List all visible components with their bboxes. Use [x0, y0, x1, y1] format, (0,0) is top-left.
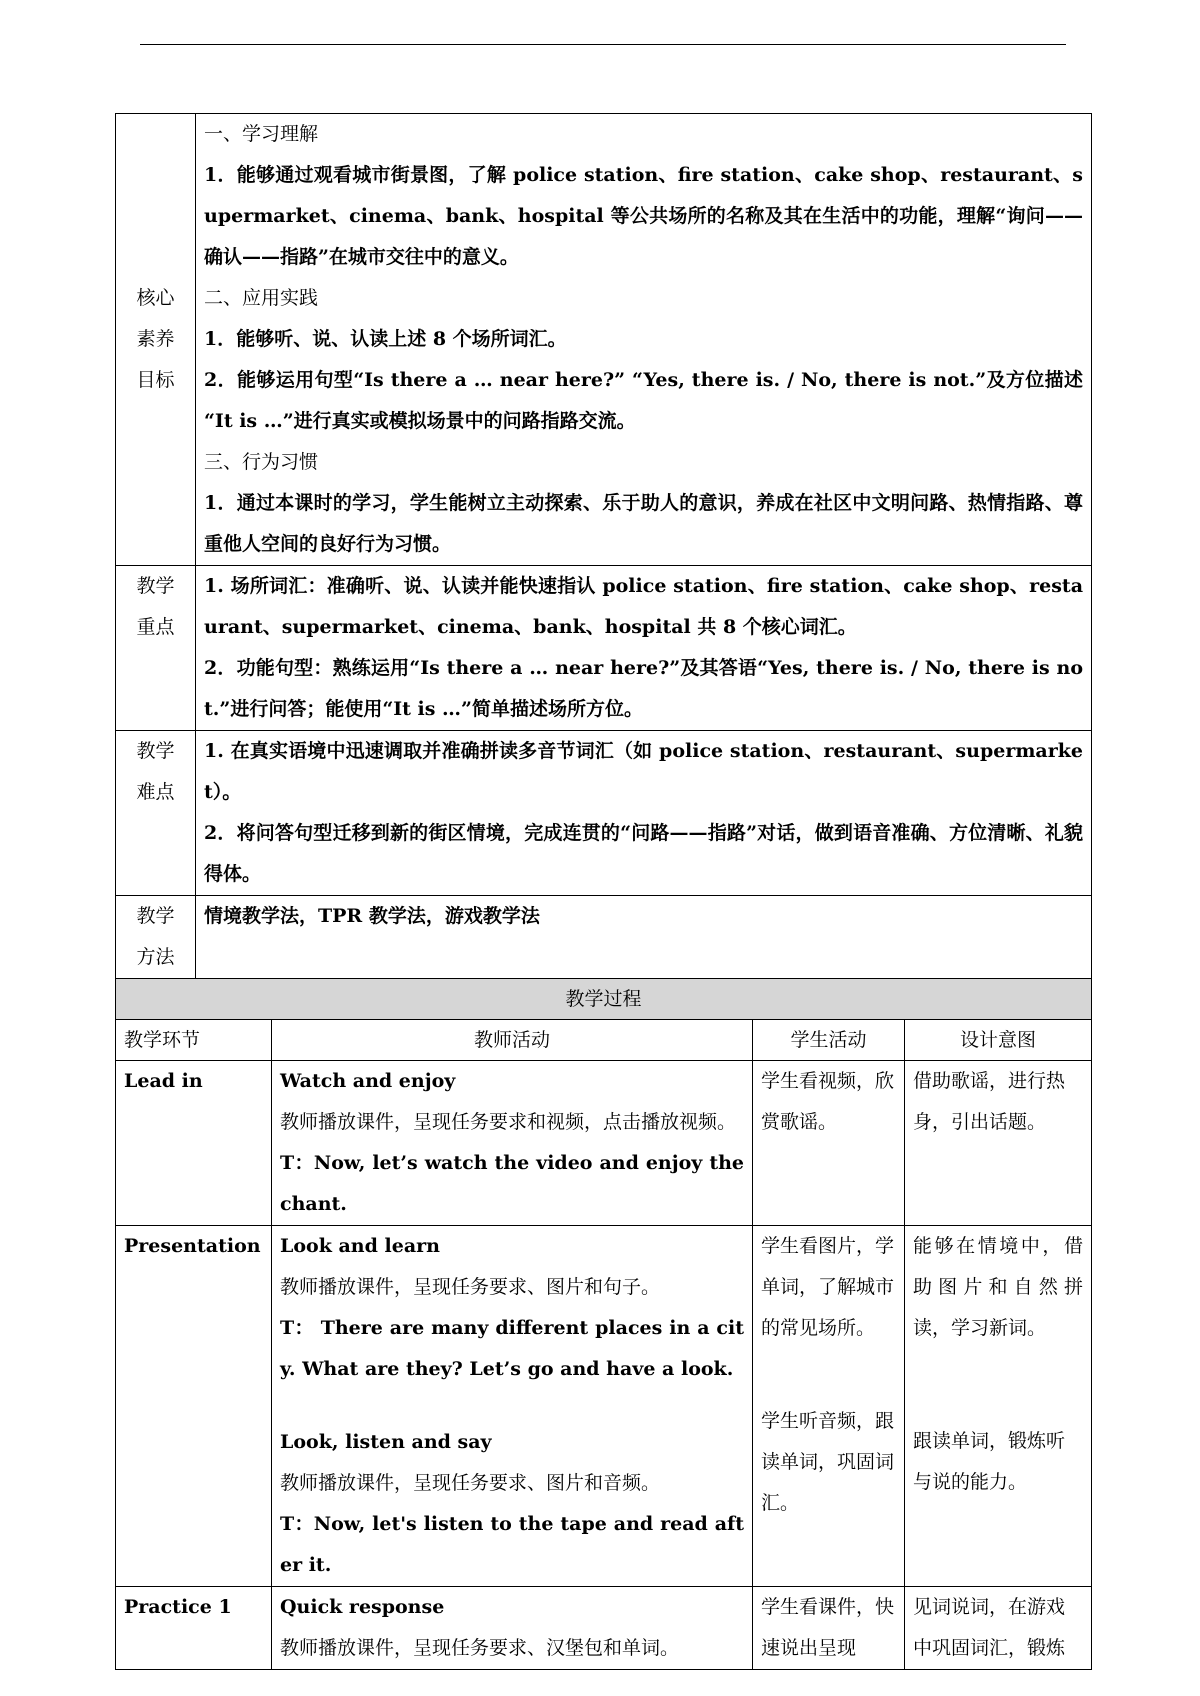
design-intent-cell: 借助歌谣，进行热身，引出话题。	[905, 1061, 1092, 1226]
difficulties-row	[116, 731, 1092, 896]
process-title-row	[116, 979, 1092, 1020]
key-points-label: 教学 重点	[116, 566, 196, 731]
teacher-activity-cell: Look and learn 教师播放课件，呈现任务要求、图片和句子。 T： There are many different places in a city. What are they? Let’s go and have a look. Look, listen and say 教师播放课件，呈现任务要求、图片和音频。 T：Now, let's listen to the tape and read after it.	[272, 1226, 753, 1587]
key-points-content	[196, 566, 1092, 731]
key-points-row	[116, 566, 1092, 731]
header-stage: 教学环节	[116, 1020, 272, 1061]
process-header-row	[116, 1020, 1092, 1061]
spacer	[280, 1390, 744, 1422]
header-student: 学生活动	[753, 1020, 905, 1061]
key-point-item: 1. 场所词汇：准确听、说、认读并能快速指认 police station、fire station、cake shop、restaurant、supermarket、cinema、bank、hospital 共 8 个核心词汇。	[204, 575, 1084, 638]
objective-item: 1．通过本课时的学习，学生能树立主动探索、乐于助人的意识，养成在社区中文明问路、热情指路、尊重他人空间的良好行为习惯。	[204, 492, 1084, 555]
teacher-activity-cell: Quick response 教师播放课件，呈现任务要求、汉堡包和单词。	[272, 1587, 753, 1670]
process-title: 教学过程	[116, 979, 1092, 1020]
difficulties-content	[196, 731, 1092, 896]
methods-content: 情境教学法，TPR 教学法，游戏教学法	[196, 896, 1092, 979]
difficulties-label: 教学 难点	[116, 731, 196, 896]
lesson-plan-table	[115, 113, 1092, 1670]
stage-cell: Lead in	[116, 1061, 272, 1226]
spacer	[761, 1349, 896, 1401]
table-row	[116, 1587, 1092, 1670]
stage-cell: Presentation	[116, 1226, 272, 1587]
objectives-row	[116, 114, 1092, 566]
objective-item: 1．能够通过观看城市街景图，了解 police station、fire station、cake shop、restaurant、supermarket、cinema、bank、hospital 等公共场所的名称及其在生活中的功能，理解“询问——确认——指路”在城市交往中的意义。	[204, 164, 1084, 268]
design-intent-cell: 见词说词，在游戏中巩固词汇，锻炼	[905, 1587, 1092, 1670]
student-activity-cell: 学生看图片，学单词，了解城市的常见场所。 学生听音频，跟读单词，巩固词汇。	[753, 1226, 905, 1587]
difficulty-item: 1. 在真实语境中迅速调取并准确拼读多音节词汇（如 police station、restaurant、supermarket）。	[204, 740, 1084, 803]
objectives-label: 核心 素养 目标	[116, 114, 196, 566]
stage-cell: Practice 1	[116, 1587, 272, 1670]
objective-item: 2．能够运用句型“Is there a … near here?” “Yes, there is. / No, there is not.”及方位描述 “It is …”进行真实或模拟场景中的问路指路交流。	[204, 369, 1084, 432]
spacer	[913, 1349, 1083, 1421]
header-teacher: 教师活动	[272, 1020, 753, 1061]
key-point-item: 2．功能句型：熟练运用“Is there a … near here?”及其答语“Yes, there is. / No, there is not.”进行问答；能使用“It is …”简单描述场所方位。	[204, 657, 1084, 720]
lesson-plan-table-wrapper	[115, 113, 1091, 1670]
objectives-heading: 三、行为习惯	[204, 451, 319, 473]
table-row	[116, 1226, 1092, 1587]
header-intent: 设计意图	[905, 1020, 1092, 1061]
methods-row	[116, 896, 1092, 979]
design-intent-cell: 能够在情境中，借助图片和自然拼读，学习新词。 跟读单词，锻炼听与说的能力。	[905, 1226, 1092, 1587]
objectives-heading: 一、学习理解	[204, 123, 319, 145]
header-rule	[140, 44, 1066, 45]
table-row	[116, 1061, 1092, 1226]
objectives-heading: 二、应用实践	[204, 287, 319, 309]
student-activity-cell: 学生看课件，快速说出呈现	[753, 1587, 905, 1670]
difficulty-item: 2．将问答句型迁移到新的街区情境，完成连贯的“问路——指路”对话，做到语音准确、方位清晰、礼貌得体。	[204, 822, 1084, 885]
objective-item: 1．能够听、说、认读上述 8 个场所词汇。	[204, 328, 567, 350]
objectives-content	[196, 114, 1092, 566]
student-activity-cell: 学生看视频，欣赏歌谣。	[753, 1061, 905, 1226]
methods-label: 教学 方法	[116, 896, 196, 979]
teacher-activity-cell: Watch and enjoy 教师播放课件，呈现任务要求和视频，点击播放视频。 T：Now, let’s watch the video and enjoy the chant.	[272, 1061, 753, 1226]
